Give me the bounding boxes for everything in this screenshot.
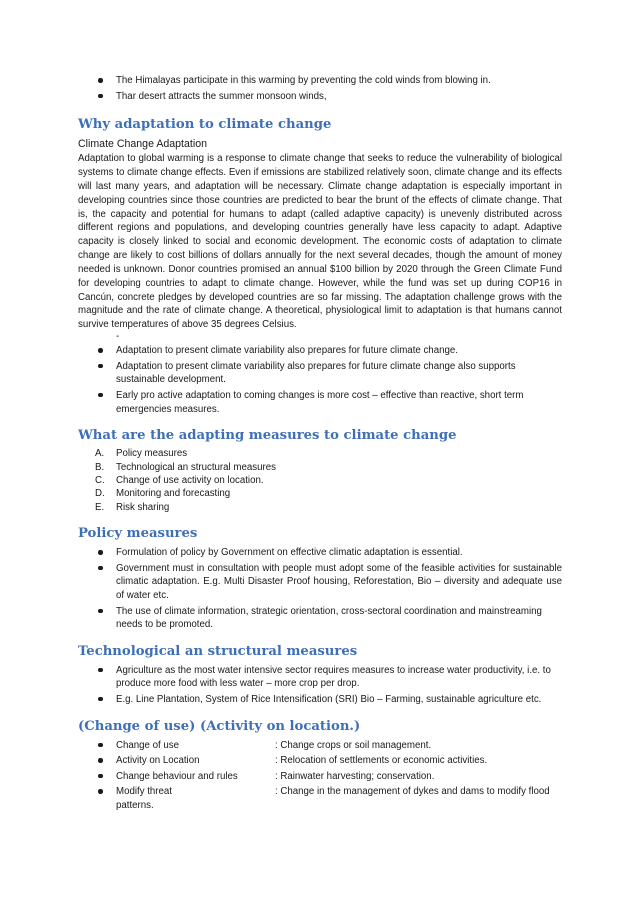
bullet-icon bbox=[98, 393, 103, 398]
list-item: Agriculture as the most water intensive sector requires measures to increase water productivity, i.e. to produce more food with less water – more crop per drop. bbox=[78, 664, 562, 691]
policy-bullet-list bbox=[78, 546, 562, 632]
list-item: B. Technological an structural measures bbox=[95, 461, 276, 473]
tech-bullet-list bbox=[78, 664, 562, 707]
adaptation-paragraph: Adaptation to global warming is a response to climate change that seeks to reduce the vulnerability of biological systems to climate change effects. Even if emissions are stabilized relatively soon, climate change and its effects will last many years, and adaptation will be necessary. Climate change adaptation is especially important in developing countries since those countries are predicted to bear the brunt of the effects of climate change. That is, the capacity and potential for humans to adapt (called adaptive capacity) is unevenly distributed across different regions and populations, and developing countries generally have less capacity to adapt. Adaptive capacity is closely linked to social and economic development. The economic costs of adaptation to climate change are likely to cost billions of dollars annually for the next several decades, though the amount of money needed is unknown. Donor countries promised an annual $100 billion by 2020 through the Green Climate Fund for developing countries to adapt to climate change. However, while the fund was set up during COP16 in Cancún, concrete pledges by developed countries are so far missing. The adaptation challenge grows with the magnitude and the rate of climate change. A theoretical, physiological limit to adaptation is that humans cannot survive temperatures of above 35 degrees Celsius. bbox=[78, 153, 562, 331]
bullet-icon bbox=[98, 609, 103, 614]
heading-why-adaptation: Why adaptation to climate change bbox=[78, 117, 332, 133]
list-item: Formulation of policy by Government on effective climatic adaptation is essential. bbox=[78, 546, 562, 560]
list-item: E.g. Line Plantation, System of Rice Intensification (SRI) Bio – Farming, sustainable agriculture etc. bbox=[78, 693, 562, 707]
list-item: Change of use : Change crops or soil management. bbox=[78, 739, 562, 753]
change-of-use-list bbox=[78, 739, 562, 813]
subheading-climate-change-adaptation: Climate Change Adaptation bbox=[78, 138, 207, 151]
heading-policy-measures: Policy measures bbox=[78, 526, 198, 542]
list-item: D. Monitoring and forecasting bbox=[95, 488, 231, 500]
heading-adapting-measures: What are the adapting measures to climate change bbox=[78, 428, 457, 444]
list-item: E. Risk sharing bbox=[95, 501, 170, 513]
list-item: Government must in consultation with people must adopt some of the feasible activities for sustainable climatic adaptation. E.g. Multi Disaster Proof housing, Reforestation, Bio – diversity and adequate use of water etc. bbox=[78, 562, 562, 603]
bullet-icon bbox=[98, 697, 103, 702]
list-item: Thar desert attracts the summer monsoon winds, bbox=[78, 90, 562, 104]
intro-bullet-list bbox=[78, 74, 562, 103]
measures-list bbox=[78, 447, 562, 514]
list-item: Adaptation to present climate variability also prepares for future climate change also supports sustainable development. bbox=[78, 360, 562, 387]
bullet-icon bbox=[98, 364, 103, 369]
bullet-icon bbox=[98, 789, 103, 794]
list-item: Early pro active adaptation to coming changes is more cost – effective than reactive, short term emergencies measures. bbox=[78, 389, 562, 416]
bullet-icon bbox=[98, 566, 103, 571]
list-item: C. Change of use activity on location. bbox=[95, 474, 264, 486]
bullet-icon bbox=[98, 668, 103, 673]
bullet-icon bbox=[98, 743, 103, 748]
bullet-icon bbox=[98, 774, 103, 779]
list-item: Change behaviour and rules : Rainwater harvesting; conservation. bbox=[78, 770, 562, 784]
list-item: The use of climate information, strategic orientation, cross-sectoral coordination and mainstreaming needs to be promoted. bbox=[78, 605, 562, 632]
heading-technological-measures: Technological an structural measures bbox=[78, 643, 358, 659]
list-item: The Himalayas participate in this warming by preventing the cold winds from blowing in. bbox=[78, 74, 562, 88]
heading-change-of-use: (Change of use) (Activity on location.) bbox=[78, 718, 361, 734]
adaptation-bullet-list bbox=[78, 344, 562, 416]
list-item: Modify threat : Change in the management of dykes and dams to modify flood patterns. bbox=[78, 785, 562, 812]
bullet-icon bbox=[98, 94, 103, 99]
list-item: Activity on Location : Relocation of settlements or economic activities. bbox=[78, 754, 562, 768]
list-item: A. Policy measures bbox=[95, 448, 188, 460]
bullet-icon bbox=[98, 758, 103, 763]
continuation-text: patterns. bbox=[116, 799, 154, 811]
bullet-icon bbox=[98, 550, 103, 555]
document-content bbox=[78, 74, 562, 812]
bullet-icon bbox=[98, 78, 103, 83]
list-item: Adaptation to present climate variability also prepares for future climate change. bbox=[78, 344, 562, 358]
bullet-icon bbox=[98, 348, 103, 353]
dash-marker: - bbox=[116, 331, 120, 343]
